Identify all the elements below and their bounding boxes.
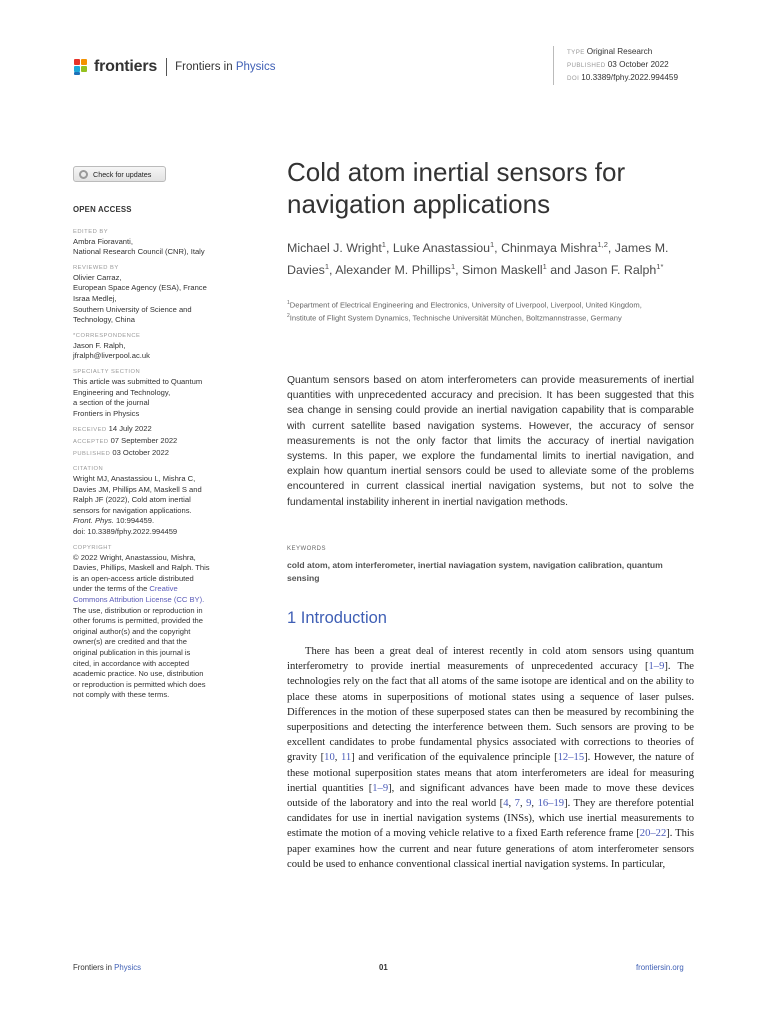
reviewed-by-label: REVIEWED BY [73,264,119,271]
specialty-line: This article was submitted to Quantum [73,376,203,386]
abstract: Quantum sensors based on atom interferometers can provide measurements of inertial quantities with unprecedented accuracy and precision. It has been suggested that this sea change in sensing could provide an inertial navigation capability that is comparable with current satellite based navigation systems. However, the accuracy of sensor measurements is not the only factor that limits the accuracy of inertial navigation systems. In this paper, we explore the fundamental limits to inertial navigation, and explain how quantum inertial sensors could be used to alleviate some of the problems encountered in current classical inertial navigation systems, but not to solve the fundamental instability inherent in inertial navigation methods. [287,375,694,508]
license-link[interactable]: Creative [149,584,178,594]
copyright-line: Davies, Phillips, Maskell and Ralph. This [73,563,210,573]
author-name[interactable]: Alexander M. Phillips [335,262,451,277]
meta-published-value: 03 October 2022 [607,60,669,69]
copyright-line: not comply with these terms. [73,690,170,700]
author-affiliation-sup: 1 [381,240,386,249]
reviewed-by-block [73,263,243,326]
citation-journal: Front. Phys. [73,516,114,526]
copyright-line: cited, in accordance with accepted [73,658,190,668]
reviewer-line: Israa Medlej, [73,293,117,303]
author-affiliation-sup: 1 [324,261,330,271]
reference-link[interactable]: 7 [514,798,520,810]
author-affiliation-sup: 1,2 [597,240,608,249]
editor-line: Ambra Fioravanti, [73,236,133,246]
accepted-date [73,436,243,448]
meta-doi-value[interactable]: 10.3389/fphy.2022.994459 [581,73,679,82]
check-for-updates-button[interactable] [73,166,166,182]
meta-type [567,46,678,59]
footer-journal-prefix: Frontiers in [73,963,115,972]
citation-doi: doi: 10.3389/fphy.2022.994459 [73,527,178,537]
meta-published-label: PUBLISHED [567,62,606,69]
logo-divider [166,58,167,76]
citation-journal-line [73,516,243,527]
footer-journal-accent: Physics [114,963,142,972]
received-date [73,424,243,436]
author-separator: , [607,241,615,256]
copyright-line: is an open-access article distributed [73,573,194,583]
intro-text: ]. However, the nature of these motional superposition states means that atom interferometers are ideal for measuring inertial quantities [ [287,752,694,794]
footer-site-link[interactable]: frontiersin.org [636,963,684,972]
author-name[interactable]: James M. Davies [287,241,669,277]
correspondence-label: *CORRESPONDENCE [73,332,141,339]
author-affiliation-sup: 1 [490,240,495,249]
author-name[interactable]: Jason F. Ralph [574,262,657,277]
author-name[interactable]: Chinmaya Mishra [501,241,598,256]
journal-name [175,61,275,73]
article-meta [553,46,678,85]
meta-doi-label: DOI [567,75,580,82]
edited-by-block [73,227,243,258]
license-link[interactable]: Commons Attribution License (CC BY). [73,595,205,605]
reference-link[interactable]: 20–22 [639,828,667,840]
open-access-label: OPEN ACCESS [73,205,132,214]
copyright-license-line [73,584,243,595]
reference-link[interactable]: 11 [341,752,352,764]
frontiers-logo-icon [72,58,90,76]
copyright-line: owner(s) are credited and that the [73,637,187,647]
published-value: 03 October 2022 [112,447,169,457]
author-separator: , [329,262,336,277]
copyright-line: academic practice. No use, distribution [73,669,204,679]
accepted-label: ACCEPTED [73,438,109,445]
copyright-line: other forums is permitted, provided the [73,616,203,626]
citation-block [73,464,243,538]
reference-link[interactable]: 10 [324,752,335,764]
citation-line: sensors for navigation applications. [73,505,192,515]
reference-link[interactable]: 16–19 [537,798,565,810]
copyright-label: COPYRIGHT [73,544,112,551]
reviewer-line: Technology, China [73,315,135,325]
journal-logo[interactable] [72,56,275,78]
copyright-line: or reproduction is permitted which does [73,679,206,689]
affiliation-2: Institute of Flight System Dynamics, Technische Universität München, Boltzmannstrasse, Germany [289,313,622,323]
intro-text: ] and verification of the equivalence principle [ [351,752,558,764]
reference-link[interactable]: 9 [526,798,532,810]
correspondence-email[interactable]: jfralph@liverpool.ac.uk [73,351,150,361]
author-name[interactable]: Luke Anastassiou [392,241,490,256]
author-affiliation-sup: 1 [542,261,547,271]
journal-prefix: Frontiers in [175,61,236,73]
author-name[interactable]: Michael J. Wright [287,241,382,256]
meta-type-value: Original Research [586,47,653,56]
editor-line: National Research Council (CNR), Italy [73,247,205,257]
intro-text: ]. The technologies rely on the fact that all atoms of the same isotope are identical and on the ability to place these atoms in superpositions of motional states using a sequence of laser pulses. Differences in the motion of these superposed states can then be measured by recombining the superpositions and detecting the interference between them. Such sensors are proving to be excellent candidates to probe fundamental physics associated with corrections to theories of gravity [ [287,661,694,764]
reviewer-line: Olivier Carraz, [73,272,122,282]
received-label: RECEIVED [73,427,107,434]
meta-type-label: TYPE [567,49,585,56]
edited-by-label: EDITED BY [73,228,109,235]
dates-block [73,424,243,459]
copyright-line: under the terms of the [73,584,150,594]
specialty-label: SPECIALTY SECTION [73,368,141,375]
accepted-value: 07 September 2022 [110,435,178,445]
published-date [73,448,243,460]
affiliation-1: Department of Electrical Engineering and Electronics, University of Liverpool, Liverpool, United Kingdom, [289,300,642,310]
journal-accent: Physics [235,61,276,73]
intro-text: There has been a great deal of interest recently in cold atom sensors using quantum interferometry to provide inertial measurements of unprecedented accuracy [ [287,646,694,673]
footer-journal [73,963,141,972]
author-separator: and [546,262,575,277]
specialty-block [73,367,243,419]
reference-link[interactable]: 12–15 [557,752,585,764]
reviewer-line: Southern University of Science and [73,304,192,314]
author-affiliation-sup: 1* [656,261,664,271]
copyright-line: original publication in this journal is [73,648,191,657]
meta-published [567,59,678,72]
keywords-label: KEYWORDS [287,546,327,552]
author-affiliation-sup: 1 [450,261,456,271]
brand-name: frontiers [94,58,158,75]
citation-line: Ralph JF (2022), Cold atom inertial [73,495,191,505]
citation-label: CITATION [73,466,104,473]
specialty-line: a section of the journal [73,398,150,408]
author-list [287,236,707,279]
author-separator: , [494,241,502,256]
reference-link[interactable]: 4 [503,798,509,810]
citation-line: Davies JM, Phillips AM, Maskell S and [73,484,202,494]
copyright-line: © 2022 Wright, Anastassiou, Mishra, [73,552,196,562]
intro-text: , [531,798,538,810]
intro-text: ], and significant advances have been made to move these devices outside of the laboratory and into the real world [ [287,782,694,810]
specialty-line: Engineering and Technology, [73,387,171,397]
page-number: 01 [379,963,388,972]
affiliation-sup: 2 [287,312,290,319]
section-heading: 1 Introduction [287,609,387,627]
published-label: PUBLISHED [73,450,111,457]
keywords: cold atom, atom interferometer, inertial naviagation system, navigation calibration, quantum sensing [287,560,663,583]
author-separator: , [385,241,393,256]
intro-text: ]. They are therefore potential candidates for use in inertial navigation systems (INSs), which use inertial measurements to estimate the motion of a moving vehicle relative to a fixed Earth reference frame [ [287,798,695,840]
reference-link[interactable]: 1–9 [648,661,665,673]
copyright-line: original author(s) and the copyright [73,626,191,636]
article-title: Cold atom inertial sensors for navigation applications [287,157,626,219]
intro-text: , [334,752,341,764]
citation-volume: 10:994459. [113,516,155,526]
correspondence-block [73,331,243,362]
reviewer-line: European Space Agency (ESA), France [73,283,207,293]
intro-text: , [519,798,527,810]
copyright-block [73,543,243,701]
author-name[interactable]: Simon Maskell [462,262,543,277]
meta-doi [567,72,678,85]
introduction-paragraph [287,644,694,872]
copyright-line: The use, distribution or reproduction in [73,605,203,615]
affiliation-sup: 1 [287,300,290,306]
article-sidebar [73,205,243,706]
intro-text: , [508,798,515,810]
citation-line: Wright MJ, Anastassiou L, Mishra C, [73,474,196,484]
author-separator: , [455,262,463,277]
check-updates-label: Check for updates [93,169,152,179]
correspondence-name: Jason F. Ralph, [73,340,126,350]
intro-text: ]. This paper examines how the current and near future generations of atom interferometer sensors could be used to enhance conventional classical inertial navigation systems. In particular, [287,828,694,870]
update-check-icon [79,170,88,179]
reference-link[interactable]: 1–9 [372,782,389,794]
specialty-line: Frontiers in Physics [73,408,140,418]
received-value: 14 July 2022 [108,424,152,434]
affiliations [287,298,667,323]
